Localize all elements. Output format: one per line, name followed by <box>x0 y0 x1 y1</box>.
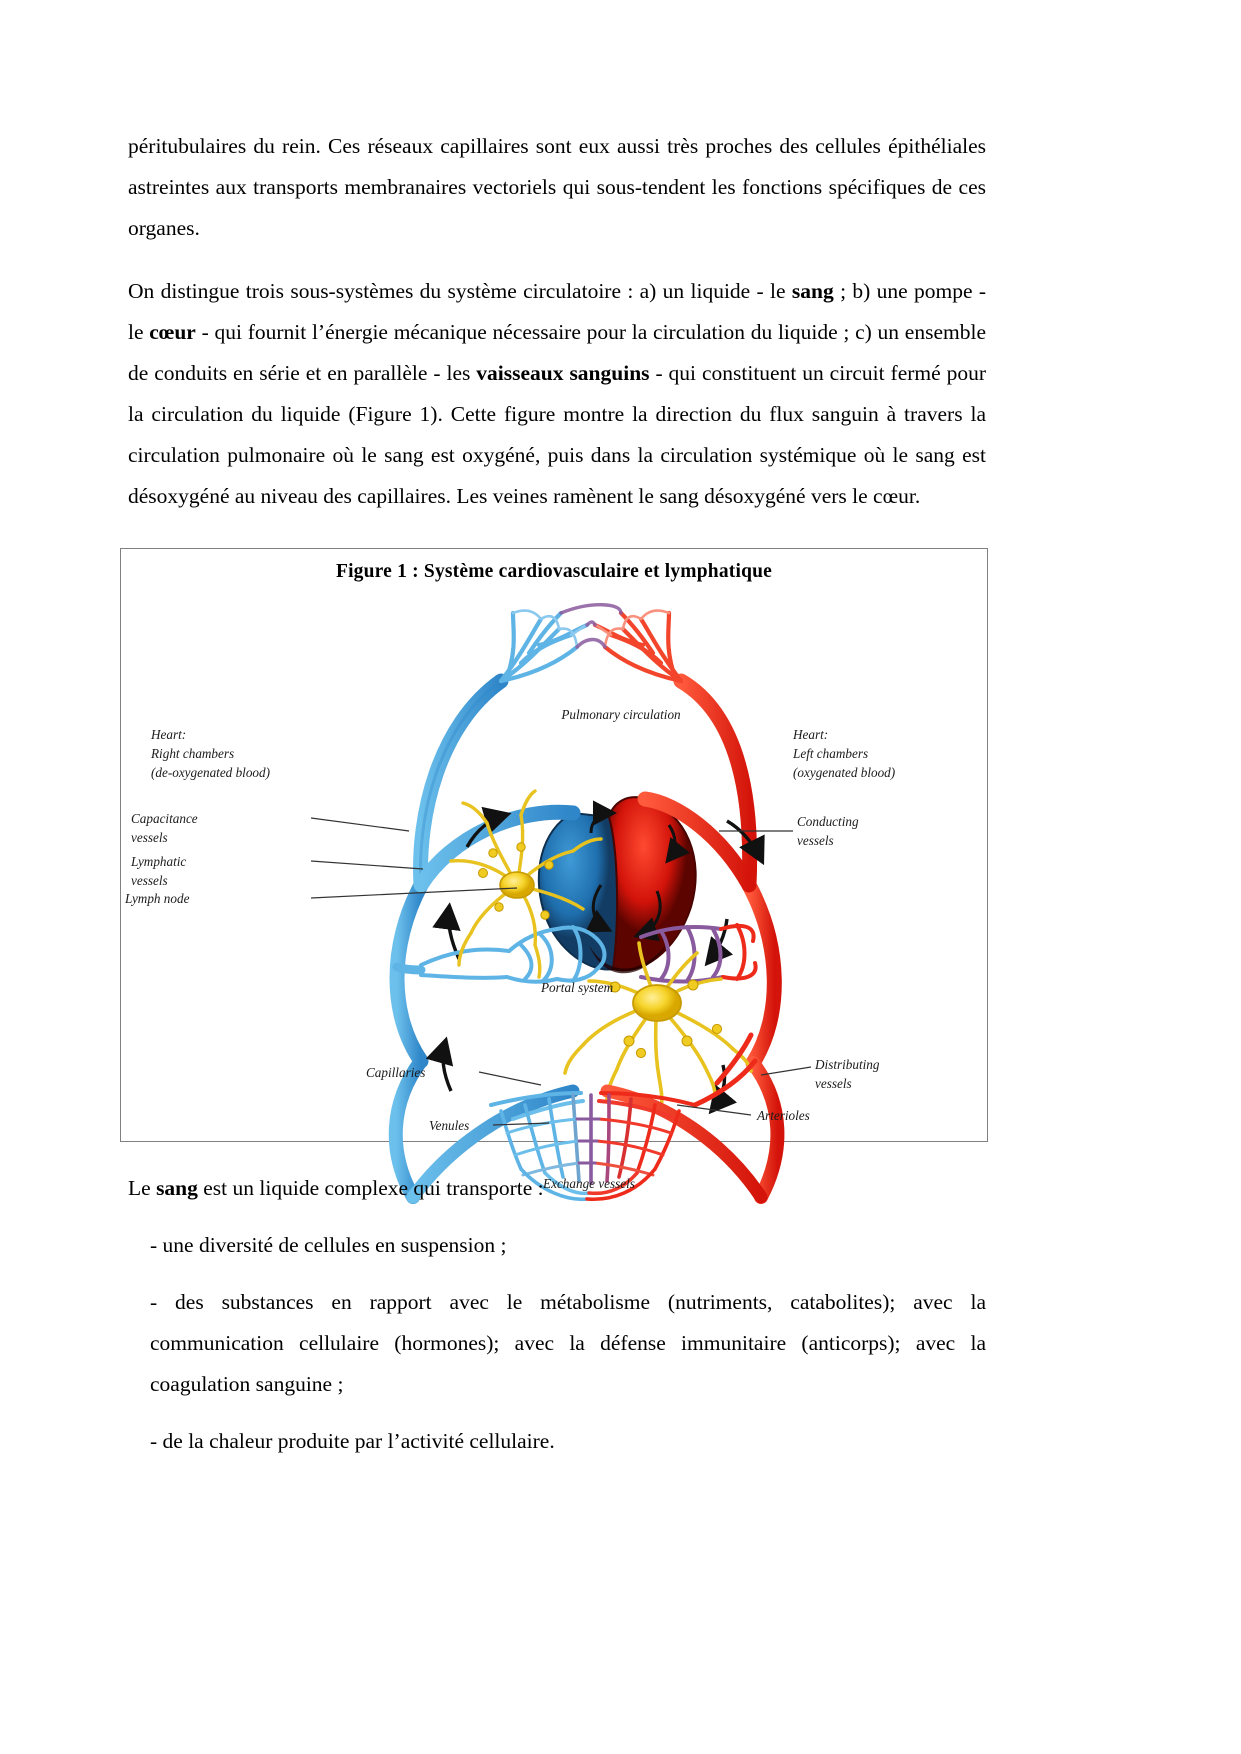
label-pulmonary-circulation: Pulmonary circulation <box>561 707 681 722</box>
mid-capillary-bed-red <box>721 925 756 979</box>
p2-bold-coeur: cœur <box>149 320 196 344</box>
figure-caption: Figure 1 : Système cardiovasculaire et lymphatique <box>335 561 773 582</box>
blood-intro <box>128 1168 986 1209</box>
label-exchange-vessels: Exchange vessels <box>543 1176 635 1191</box>
spacer-1 <box>128 1209 986 1225</box>
label-arterioles: Arterioles <box>757 1108 810 1123</box>
spacer-2 <box>128 1266 986 1282</box>
paragraph-1: péritubulaires du rein. Ces réseaux capillaires sont eux aussi très proches des cellules épithéliales astreintes aux transports membranaires vectoriels qui sous-tendent les fonctions spécifiques de ces organes. <box>128 134 986 240</box>
p2-seg1: On distingue trois sous-systèmes du système circulatoire : a) un liquide - le <box>128 279 792 303</box>
label-heart-left-3: (oxygenated blood) <box>793 765 896 780</box>
label-capacitance-1: Capacitance <box>131 811 198 826</box>
label-heart-left-1: Heart: <box>793 727 829 742</box>
intro-seg1: Le <box>128 1176 157 1200</box>
p2-bold-sang: sang <box>791 279 834 303</box>
intro-bold-sang: sang <box>156 1176 198 1200</box>
spacer-3 <box>128 1405 986 1421</box>
lymph-node-upper <box>500 872 534 898</box>
label-heart-right-3: (de-oxygenated blood) <box>151 765 271 780</box>
label-heart-right-2: Right chambers <box>151 746 235 761</box>
label-conducting-1: Conducting <box>797 814 859 829</box>
paragraph-2 <box>128 271 986 517</box>
label-venules: Venules <box>429 1118 470 1133</box>
p2-bold-vaisseaux: vaisseaux sanguins <box>476 361 650 385</box>
portal-outflow <box>397 967 421 970</box>
lymph-node-lower <box>633 985 681 1021</box>
label-capillaries: Capillaries <box>366 1065 426 1080</box>
p2-seg3: - qui fournit l’énergie mécanique nécessaire pour la circulation du liquide ; c) un ensemble de conduits en série et en parallèle - les <box>128 320 986 385</box>
bottom-text-block <box>128 1168 986 1462</box>
heart-group <box>539 797 696 973</box>
label-portal-system: Portal system <box>541 980 614 995</box>
label-lymphatic-2: vessels <box>131 873 168 888</box>
bullet-item-3: - de la chaleur produite par l’activité cellulaire. <box>150 1429 555 1453</box>
bullet-item-1: - une diversité de cellules en suspension ; <box>150 1233 507 1257</box>
label-conducting-2: vessels <box>797 833 834 848</box>
bullet-item-2: - des substances en rapport avec le métabolisme (nutriments, catabolites); avec la communication cellulaire (hormones); avec la défense immunitaire (anticorps); avec la coagulation sanguine ; <box>150 1290 986 1396</box>
label-heart-right-1: Heart: <box>151 727 187 742</box>
intro-seg2: est un liquide complexe qui transporte : <box>197 1176 544 1200</box>
label-distributing-1: Distributing <box>815 1057 880 1072</box>
label-lymph-node: Lymph node <box>125 891 190 906</box>
label-heart-left-2: Left chambers <box>793 746 869 761</box>
top-text-block <box>128 126 986 517</box>
label-distributing-2: vessels <box>815 1076 852 1091</box>
label-capacitance-2: vessels <box>131 830 168 845</box>
label-lymphatic-1: Lymphatic <box>131 854 187 869</box>
p2-seg4: - qui constituent un circuit fermé pour la circulation du liquide (Figure 1). Cette figure montre la direction du flux sanguin à travers la circulation pulmonaire où le sang est oxygéné, puis dans la circulation systémique où le sang est désoxygéné au niveau des capillaires. Les veines ramènent le sang désoxygéné vers le cœur. <box>128 361 987 508</box>
p2-seg2: ; b) une pompe - le <box>128 279 986 344</box>
